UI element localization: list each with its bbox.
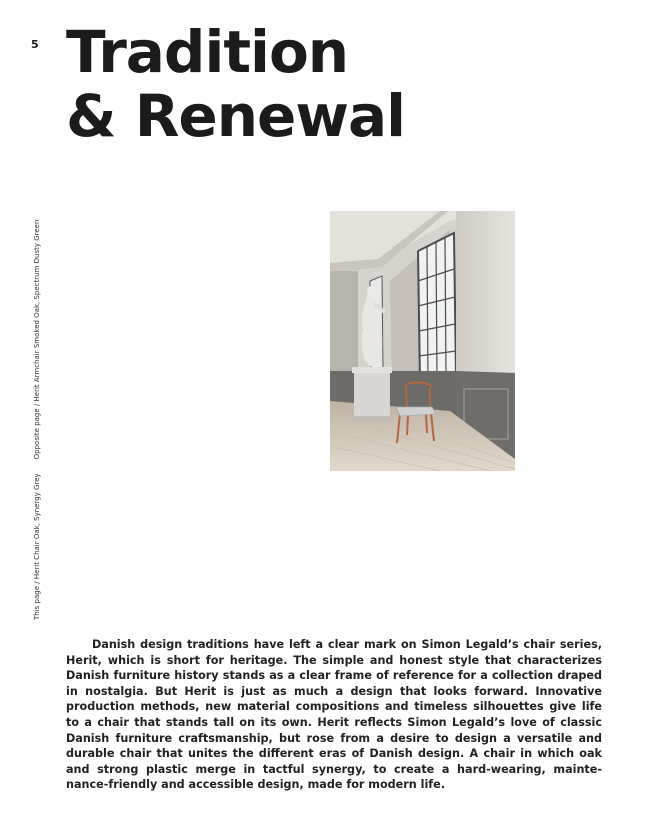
- page-number: 5: [31, 38, 39, 51]
- caption-this-page: This page / Herit Chair Oak, Synergy Grey: [33, 473, 41, 620]
- page-title-line-2: & Renewal: [66, 82, 405, 150]
- page-title: [66, 20, 405, 148]
- caption-opposite-page: Opposite page / Herit Armchair Smoked Oak, Spectrum Dusty Green: [33, 219, 41, 460]
- page-title-line-1: Tradition: [66, 18, 349, 86]
- body-paragraph: Danish design traditions have left a clear mark on Simon Legald’s chair series, Herit, which is short for heritage. The simple and honest style that characterizes Danish furniture history stands as a clear frame of reference for a collection draped in nostalgia. But Herit is just as much a design that looks forward. Innovative production methods, new material compositions and timeless silhouettes give life to a chair that stands tall on its own. Herit reflects Simon Legald’s love of classic Danish furniture craftsmanship, but rose from a desire to design a versatile and durable chair that unites the different eras of Danish design. A chair in which oak and strong plastic merge in tactful synergy, to create a hard-wearing, mainte-nance-friendly and accessible design, made for modern life.: [66, 638, 602, 792]
- interior-photo: [330, 211, 515, 471]
- photo-caption: [33, 219, 41, 620]
